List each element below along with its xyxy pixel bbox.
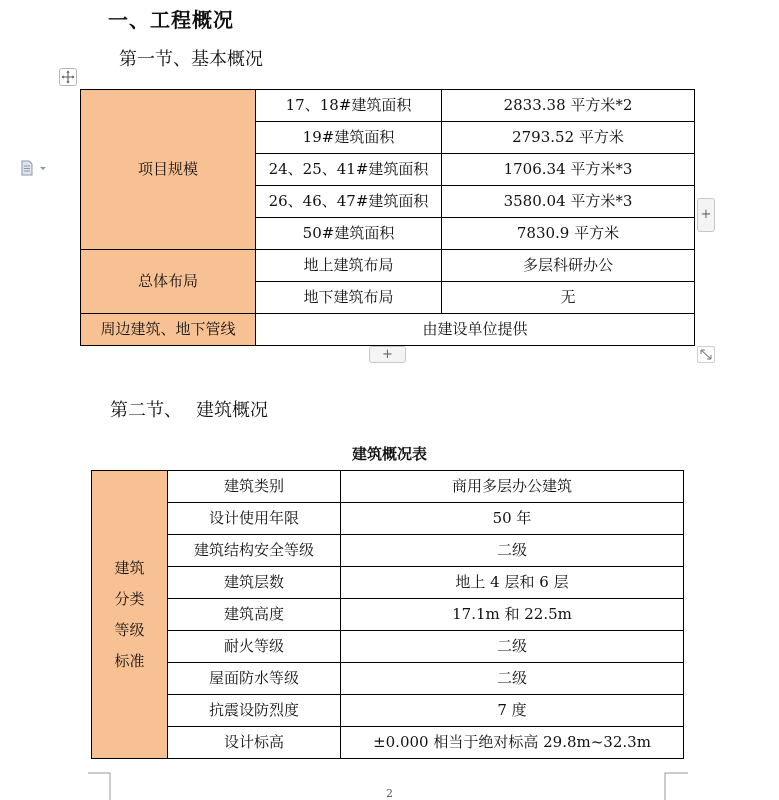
table-cell-value: 7 度 (341, 695, 684, 727)
table-cell-item: 设计使用年限 (168, 503, 341, 535)
table-cell-item: 19#建筑面积 (256, 122, 442, 154)
table-cell-value: 二级 (341, 535, 684, 567)
table-cell-item: 建筑类别 (168, 471, 341, 503)
move-handle-icon[interactable] (59, 68, 77, 86)
table-cell-value: 多层科研办公 (442, 250, 695, 282)
table-cell-value: 2833.38 平方米*2 (442, 90, 695, 122)
section-1-title: 第一节、基本概况 (119, 49, 263, 70)
table-cell-value: 17.1m 和 22.5m (341, 599, 684, 631)
add-column-icon[interactable]: + (697, 198, 715, 232)
paragraph-icon[interactable] (20, 160, 48, 180)
overall-layout-label: 总体布局 (81, 250, 256, 314)
table-cell-value: 50 年 (341, 503, 684, 535)
table-cell-value: 地上 4 层和 6 层 (341, 567, 684, 599)
add-row-icon[interactable]: + (369, 346, 406, 363)
table-cell-item: 抗震设防烈度 (168, 695, 341, 727)
project-scale-label: 项目规模 (81, 90, 256, 250)
section-2-title-prefix: 第二节、 (110, 400, 182, 421)
building-classification-label (92, 471, 168, 759)
surroundings-value: 由建设单位提供 (256, 314, 695, 346)
section-2-title (110, 396, 268, 422)
table-cell-item: 建筑高度 (168, 599, 341, 631)
table-cell-item: 50#建筑面积 (256, 218, 442, 250)
table-cell-value: 2793.52 平方米 (442, 122, 695, 154)
surroundings-label: 周边建筑、地下管线 (81, 314, 256, 346)
group-label-line: 分类 (114, 589, 145, 608)
table-cell-item: 耐火等级 (168, 631, 341, 663)
page-number: 2 (386, 787, 393, 800)
group-label-line: 建筑 (114, 558, 145, 577)
table-cell-item: 24、25、41#建筑面积 (256, 154, 442, 186)
heading-1: 一、工程概况 (108, 8, 234, 32)
resize-table-icon[interactable] (697, 346, 715, 363)
table-cell-value: 二级 (341, 663, 684, 695)
section-2-title-text: 建筑概况 (196, 400, 268, 421)
table-cell-item: 26、46、47#建筑面积 (256, 186, 442, 218)
table-cell-item: 地上建筑布局 (256, 250, 442, 282)
basic-info-table (80, 89, 695, 346)
table-cell-value: 3580.04 平方米*3 (442, 186, 695, 218)
table-cell-value: 商用多层办公建筑 (341, 471, 684, 503)
table-cell-item: 地下建筑布局 (256, 282, 442, 314)
table-caption: 建筑概况表 (351, 445, 427, 463)
table-cell-item: 17、18#建筑面积 (256, 90, 442, 122)
group-label-line: 等级 (114, 620, 145, 639)
table-cell-item: 设计标高 (168, 727, 341, 759)
table-cell-value: 二级 (341, 631, 684, 663)
table-cell-item: 建筑结构安全等级 (168, 535, 341, 567)
table-cell-item: 建筑层数 (168, 567, 341, 599)
table-cell-value: 1706.34 平方米*3 (442, 154, 695, 186)
table-cell-value: 无 (442, 282, 695, 314)
table-cell-item: 屋面防水等级 (168, 663, 341, 695)
table-cell-value: ±0.000 相当于绝对标高 29.8m~32.3m (341, 727, 684, 759)
group-label-line: 标准 (114, 651, 145, 670)
table-cell-value: 7830.9 平方米 (442, 218, 695, 250)
building-overview-table (91, 470, 684, 759)
